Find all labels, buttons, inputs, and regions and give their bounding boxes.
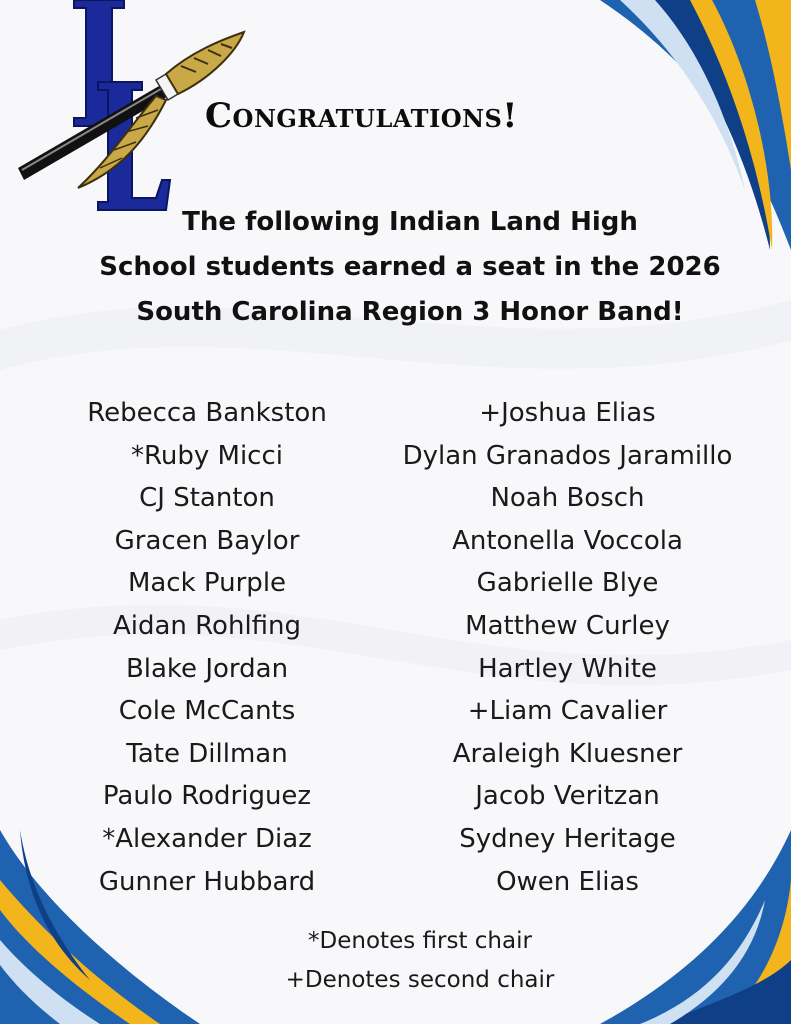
student-name: Gracen Baylor	[114, 525, 300, 556]
student-name: Jacob Veritzan	[475, 781, 660, 812]
announcement-line: South Carolina Region 3 Honor Band!	[136, 297, 684, 327]
student-name: Araleigh Kluesner	[452, 738, 683, 769]
student-name: CJ Stanton	[139, 483, 275, 514]
student-name: Mack Purple	[127, 568, 287, 599]
student-name: Rebecca Bankston	[87, 398, 327, 428]
student-name: +Liam Cavalier	[467, 696, 668, 727]
student-list-right	[370, 392, 765, 903]
page-title: Congratulations!	[205, 96, 518, 136]
student-name: *Alexander Diaz	[102, 823, 312, 854]
legend-second-chair: +Denotes second chair	[285, 967, 555, 993]
student-name: *Ruby Micci	[130, 440, 283, 471]
announcement-line: The following Indian Land High	[182, 207, 638, 237]
student-name: +Joshua Elias	[479, 398, 656, 428]
student-name: Hartley White	[478, 653, 657, 684]
student-name: Aidan Rohlfing	[112, 610, 302, 641]
student-name: Cole McCants	[118, 696, 296, 727]
student-name: Dylan Granados Jaramillo	[402, 440, 733, 471]
student-name: Gabrielle Blye	[476, 568, 659, 599]
chair-legend	[150, 922, 690, 1000]
student-name: Gunner Hubbard	[98, 866, 316, 897]
legend-first-chair: *Denotes first chair	[308, 928, 532, 954]
announcement-line: School students earned a seat in the 2026	[99, 252, 721, 282]
student-name: Matthew Curley	[465, 610, 670, 641]
announcement-text	[60, 200, 760, 335]
student-name: Blake Jordan	[125, 653, 289, 684]
student-name: Sydney Heritage	[459, 823, 676, 854]
student-name: Antonella Voccola	[452, 525, 683, 556]
student-list-left	[52, 392, 362, 903]
student-name: Paulo Rodriguez	[102, 781, 312, 812]
student-name: Owen Elias	[496, 866, 639, 897]
student-name: Noah Bosch	[490, 483, 645, 514]
student-name: Tate Dillman	[126, 738, 288, 769]
